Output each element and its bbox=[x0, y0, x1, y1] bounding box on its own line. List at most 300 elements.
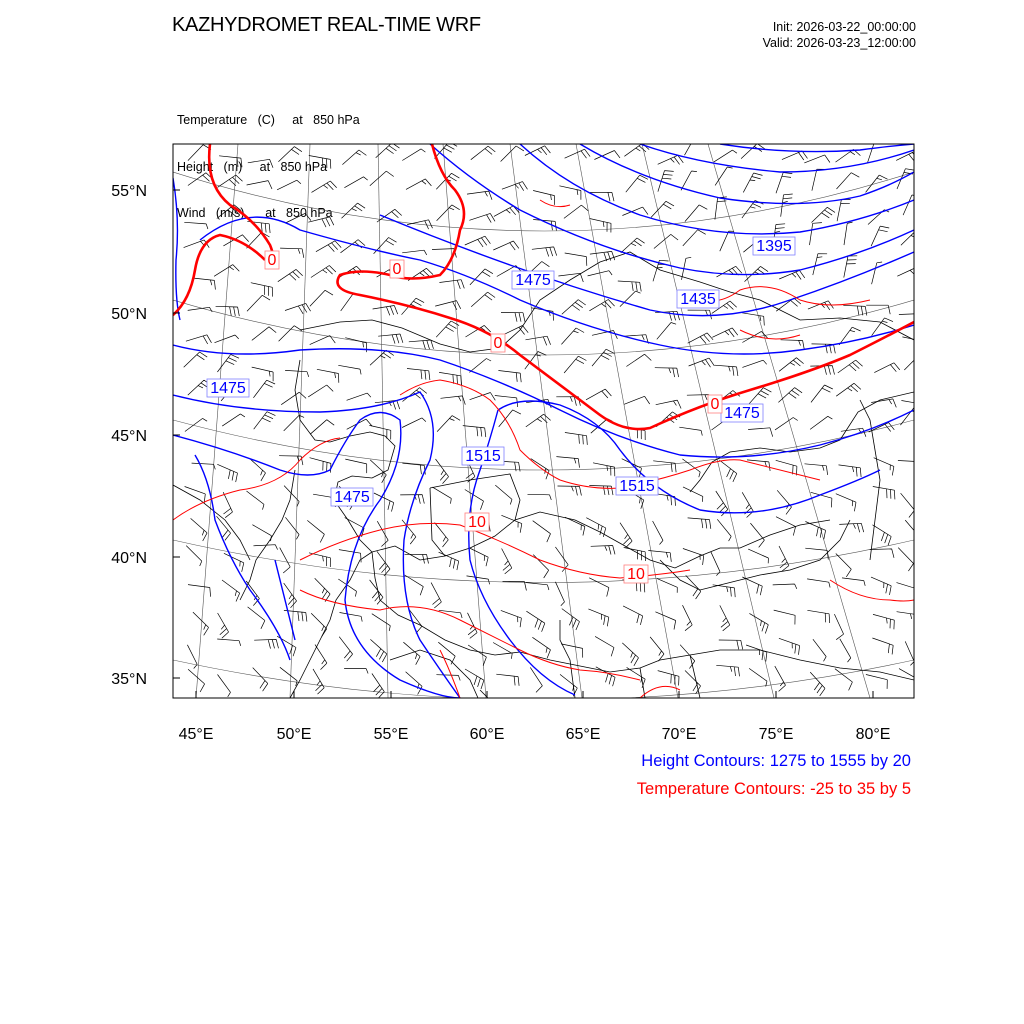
wind-barb bbox=[436, 321, 459, 337]
height-label-1395 bbox=[753, 237, 795, 255]
wind-barb bbox=[248, 159, 273, 168]
wind-barb bbox=[656, 400, 681, 408]
wind-barb bbox=[347, 393, 371, 400]
wind-barb bbox=[593, 463, 615, 477]
wind-barb bbox=[253, 545, 277, 550]
wind-barb bbox=[873, 614, 894, 629]
svg-text:0: 0 bbox=[710, 396, 720, 413]
wind-barb bbox=[874, 363, 900, 373]
wind-barb bbox=[720, 605, 730, 630]
svg-text:1475: 1475 bbox=[210, 380, 246, 397]
wind-barb bbox=[866, 675, 887, 689]
wind-barb bbox=[813, 639, 826, 661]
wind-barb bbox=[685, 205, 707, 222]
wind-barb bbox=[374, 238, 397, 254]
wind-barb bbox=[502, 549, 512, 574]
temp-label-10-east bbox=[624, 565, 648, 583]
wind-barb bbox=[776, 173, 792, 194]
wind-barb bbox=[253, 668, 268, 692]
field-wind: Wind (m/s) at 850 hPa bbox=[177, 206, 333, 220]
wind-barb bbox=[564, 356, 586, 373]
wind-barb bbox=[436, 459, 449, 484]
wind-barb bbox=[560, 674, 577, 696]
wind-barb bbox=[470, 393, 496, 401]
wind-barb bbox=[277, 180, 301, 190]
height-label-1475-south bbox=[331, 488, 373, 506]
lon-label-55: 55°E bbox=[373, 726, 409, 743]
lon-label-60: 60°E bbox=[469, 726, 505, 743]
lon-label-65: 65°E bbox=[565, 726, 601, 743]
wind-barb bbox=[776, 517, 796, 536]
wind-barb bbox=[839, 523, 863, 532]
wind-barb bbox=[781, 340, 805, 350]
wind-barb bbox=[564, 205, 589, 218]
wind-barb bbox=[432, 487, 451, 504]
wind-barb bbox=[685, 136, 705, 155]
wind-barb bbox=[499, 410, 521, 427]
wind-barb bbox=[898, 548, 913, 572]
svg-text:1475: 1475 bbox=[334, 489, 370, 506]
wind-barb bbox=[837, 173, 860, 189]
svg-text:1515: 1515 bbox=[619, 478, 655, 495]
wind-barb bbox=[495, 485, 512, 504]
wind-barb bbox=[715, 197, 727, 220]
wind-barb bbox=[370, 171, 394, 186]
wind-barb bbox=[247, 491, 265, 510]
wind-barb bbox=[624, 548, 646, 562]
wind-barb bbox=[653, 461, 676, 473]
wind-barb bbox=[217, 464, 237, 482]
wind-barb bbox=[280, 667, 297, 686]
wind-barb bbox=[526, 414, 551, 427]
wind-barb bbox=[742, 577, 762, 595]
wind-barb bbox=[218, 613, 229, 638]
wind-barb bbox=[810, 223, 822, 246]
wind-barb bbox=[188, 307, 213, 312]
wind-barb bbox=[749, 613, 768, 633]
wind-barb bbox=[807, 610, 829, 623]
svg-text:1435: 1435 bbox=[680, 291, 716, 308]
wind-barb bbox=[556, 457, 579, 468]
wind-barb bbox=[653, 521, 663, 545]
wind-barb bbox=[525, 146, 551, 156]
wind-barb bbox=[555, 547, 568, 572]
wind-barb bbox=[218, 175, 243, 187]
wind-barb bbox=[310, 290, 333, 306]
wind-barb bbox=[188, 173, 213, 186]
wind-barb bbox=[807, 579, 830, 588]
wind-barb bbox=[679, 427, 702, 435]
wind-barb bbox=[439, 610, 462, 618]
temp-label-0-n bbox=[390, 260, 404, 278]
wind-barb bbox=[217, 205, 241, 219]
wind-barb bbox=[688, 518, 711, 529]
wind-barb bbox=[559, 186, 581, 200]
wind-barb bbox=[804, 155, 830, 163]
temperature-contours bbox=[173, 144, 914, 698]
wind-barb bbox=[308, 385, 333, 397]
field-height: Height (m) at 850 hPa bbox=[177, 159, 328, 174]
wind-barb bbox=[897, 267, 923, 276]
wind-barb bbox=[278, 147, 302, 162]
wind-barb bbox=[720, 231, 734, 251]
wind-barb bbox=[463, 426, 486, 438]
wind-barb bbox=[836, 554, 852, 577]
wind-barb bbox=[465, 236, 491, 247]
wind-barb bbox=[565, 433, 587, 445]
wind-barb bbox=[308, 217, 334, 227]
wind-barb bbox=[779, 546, 789, 571]
wind-barb bbox=[748, 549, 768, 563]
svg-text:10: 10 bbox=[627, 566, 645, 583]
wind-barb bbox=[191, 518, 208, 541]
wind-barb bbox=[658, 155, 684, 164]
wind-barb bbox=[285, 517, 299, 539]
wind-barb bbox=[903, 195, 921, 215]
wind-barb bbox=[185, 418, 207, 431]
lat-label-50: 50°N bbox=[111, 306, 147, 323]
wind-barb bbox=[373, 306, 398, 316]
wind-barb bbox=[317, 369, 339, 382]
svg-text:1515: 1515 bbox=[465, 448, 501, 465]
wind-barb bbox=[842, 578, 865, 586]
wind-barb bbox=[285, 370, 309, 377]
wind-barb bbox=[590, 192, 614, 201]
wind-barb bbox=[309, 553, 330, 567]
wind-barb bbox=[589, 578, 609, 597]
wind-barb bbox=[687, 395, 711, 404]
wind-barb bbox=[493, 241, 519, 250]
wind-barb bbox=[719, 640, 743, 649]
wind-barb bbox=[626, 354, 651, 366]
wind-barb bbox=[501, 313, 525, 322]
wind-barb bbox=[778, 388, 802, 403]
init-time: Init: 2026-03-22_00:00:00 bbox=[772, 20, 916, 34]
wind-barb bbox=[811, 385, 833, 402]
wind-barb bbox=[749, 668, 767, 686]
wind-barb bbox=[441, 396, 466, 405]
wind-barb bbox=[340, 613, 363, 622]
wind-barb bbox=[431, 583, 441, 608]
temp-label-0-center bbox=[491, 334, 505, 352]
wind-barb bbox=[711, 552, 720, 576]
wind-barb bbox=[406, 179, 431, 190]
wind-barb bbox=[717, 519, 731, 541]
wind-barb bbox=[307, 520, 324, 542]
lat-label-45: 45°N bbox=[111, 428, 147, 445]
wind-barb bbox=[713, 585, 736, 597]
wind-barb bbox=[779, 358, 804, 372]
wind-barb bbox=[186, 546, 202, 566]
wind-barb bbox=[530, 667, 542, 692]
wind-barb bbox=[439, 280, 464, 289]
temp-label-0-east bbox=[708, 395, 722, 413]
wind-barb bbox=[344, 177, 367, 188]
wind-barb bbox=[836, 383, 861, 396]
wind-barb bbox=[561, 644, 583, 658]
wind-barb bbox=[253, 380, 275, 398]
wind-barb bbox=[315, 645, 327, 670]
lat-label-35: 35°N bbox=[111, 671, 147, 688]
wind-barb bbox=[688, 310, 712, 319]
wind-barb bbox=[338, 365, 361, 374]
wind-barb bbox=[471, 146, 496, 160]
wind-barb bbox=[748, 428, 773, 437]
wind-barb bbox=[715, 365, 738, 376]
wind-barb bbox=[712, 328, 738, 337]
wind-barb bbox=[899, 314, 923, 323]
wind-barb bbox=[565, 253, 587, 266]
wind-barb bbox=[532, 637, 550, 658]
wind-barb bbox=[689, 358, 715, 367]
wind-barb bbox=[219, 156, 242, 167]
wind-barb bbox=[312, 181, 337, 192]
wind-barb bbox=[716, 665, 739, 676]
wind-barb bbox=[344, 668, 368, 673]
wind-barb bbox=[252, 367, 273, 381]
latitude-labels bbox=[111, 183, 147, 688]
wind-barb bbox=[501, 610, 522, 627]
wind-barb bbox=[403, 642, 420, 665]
lon-label-45: 45°E bbox=[178, 726, 214, 743]
wind-barb bbox=[311, 613, 327, 636]
wind-barb bbox=[339, 550, 361, 563]
wind-barb bbox=[873, 525, 892, 545]
wind-barb bbox=[503, 581, 527, 590]
wind-barb bbox=[774, 610, 795, 624]
wind-barb bbox=[372, 614, 391, 631]
wind-barb bbox=[278, 269, 303, 281]
wind-barb bbox=[285, 303, 311, 313]
wind-barb bbox=[252, 525, 271, 541]
svg-text:0: 0 bbox=[493, 335, 503, 352]
wind-barb bbox=[618, 281, 641, 291]
wind-barb bbox=[345, 459, 366, 473]
wind-barb bbox=[686, 575, 701, 599]
wind-barb bbox=[437, 416, 460, 432]
wind-barb bbox=[688, 333, 713, 344]
wind-barb bbox=[622, 643, 638, 666]
wind-barb bbox=[777, 490, 791, 514]
wind-barb bbox=[532, 247, 557, 257]
map-title: KAZHYDROMET REAL-TIME WRF bbox=[172, 14, 481, 36]
wind-barb bbox=[591, 546, 615, 555]
wind-barb bbox=[834, 614, 843, 640]
wind-barb bbox=[873, 487, 895, 500]
wind-barb bbox=[188, 145, 211, 161]
height-label-1435 bbox=[677, 290, 719, 308]
wind-barb bbox=[217, 639, 241, 646]
wind-barb bbox=[465, 669, 484, 689]
wind-barb bbox=[279, 326, 302, 342]
wind-barb bbox=[247, 181, 272, 189]
wind-barb bbox=[775, 666, 786, 691]
wind-barb bbox=[741, 144, 765, 159]
valid-time: Valid: 2026-03-23_12:00:00 bbox=[762, 36, 916, 50]
wind-barb bbox=[685, 671, 701, 694]
wind-barb bbox=[657, 579, 677, 593]
wind-barb bbox=[526, 583, 549, 591]
svg-text:0: 0 bbox=[392, 261, 402, 278]
lon-label-70: 70°E bbox=[661, 726, 697, 743]
wind-barb bbox=[624, 396, 650, 404]
wind-barb bbox=[588, 609, 608, 626]
wind-barb bbox=[870, 549, 894, 558]
wind-barb bbox=[526, 336, 551, 345]
wind-barb bbox=[374, 493, 394, 512]
wind-barb bbox=[561, 328, 584, 344]
wind-barb bbox=[465, 490, 484, 510]
wind-barb bbox=[471, 292, 495, 307]
wind-barb bbox=[622, 207, 648, 215]
wind-barb bbox=[872, 262, 883, 284]
wind-barb bbox=[188, 585, 211, 597]
wind-barb bbox=[254, 639, 278, 648]
wind-barb bbox=[844, 222, 853, 245]
wind-barb bbox=[835, 669, 853, 691]
wind-barb bbox=[498, 371, 521, 383]
wind-barb bbox=[838, 360, 863, 373]
wind-barb bbox=[810, 416, 832, 429]
wind-barb bbox=[683, 230, 706, 246]
wind-barb bbox=[439, 372, 461, 385]
wind-barb bbox=[901, 493, 915, 517]
wind-barb bbox=[342, 203, 366, 218]
wind-barb bbox=[469, 213, 495, 222]
wind-barb bbox=[742, 492, 753, 517]
wind-barb bbox=[805, 464, 828, 475]
wind-barb bbox=[469, 359, 491, 373]
wind-barb bbox=[402, 250, 427, 255]
wind-barb bbox=[467, 191, 492, 200]
wind-barb bbox=[623, 606, 643, 625]
wind-barb bbox=[810, 672, 825, 696]
height-label-1475-north bbox=[512, 271, 554, 289]
wind-barb bbox=[773, 584, 797, 589]
wind-barb bbox=[254, 412, 276, 430]
wind-barb bbox=[592, 349, 614, 366]
wind-barb bbox=[775, 418, 798, 430]
wind-barb bbox=[626, 175, 648, 192]
temperature-contour-labels bbox=[265, 251, 722, 583]
wind-barb bbox=[897, 612, 919, 624]
lat-label-40: 40°N bbox=[111, 550, 147, 567]
wind-barb bbox=[742, 313, 764, 326]
wind-barb bbox=[589, 300, 614, 311]
wind-barb bbox=[657, 323, 676, 340]
wind-barb bbox=[904, 354, 927, 370]
wind-barb bbox=[562, 300, 586, 315]
wind-barb bbox=[313, 669, 324, 694]
wind-barb bbox=[223, 492, 232, 518]
wind-barb bbox=[281, 392, 306, 405]
wind-barb bbox=[402, 463, 425, 475]
wind-barb bbox=[185, 487, 206, 504]
wind-barb bbox=[812, 207, 836, 222]
wind-barb bbox=[378, 334, 403, 344]
wind-barb bbox=[188, 669, 205, 692]
wind-barb bbox=[898, 461, 922, 471]
wind-barb bbox=[377, 551, 390, 576]
wind-barb bbox=[247, 295, 270, 311]
wind-barb bbox=[222, 414, 245, 426]
wind-barb bbox=[252, 327, 276, 341]
wind-barb bbox=[468, 645, 486, 666]
svg-text:1475: 1475 bbox=[515, 272, 551, 289]
wind-barb bbox=[714, 150, 737, 162]
wind-barb bbox=[781, 194, 793, 217]
height-label-1515-east bbox=[616, 477, 658, 495]
wind-barb bbox=[839, 465, 862, 477]
wind-barb bbox=[496, 674, 519, 686]
height-label-1515-center bbox=[462, 447, 504, 465]
wind-barb bbox=[192, 463, 216, 469]
wind-barb bbox=[280, 548, 291, 573]
svg-text:10: 10 bbox=[468, 514, 486, 531]
wind-barb bbox=[315, 578, 330, 602]
svg-text:1475: 1475 bbox=[724, 405, 760, 422]
wind-barb bbox=[837, 199, 851, 221]
wind-barb bbox=[622, 459, 642, 478]
wind-barb bbox=[372, 674, 384, 699]
wind-barb bbox=[528, 494, 552, 500]
wind-barb bbox=[214, 265, 239, 277]
wind-barbs bbox=[184, 136, 928, 698]
height-contours bbox=[173, 144, 914, 698]
wind-barb bbox=[621, 238, 645, 253]
wind-barb bbox=[309, 156, 331, 169]
wind-barb bbox=[746, 645, 767, 661]
wind-barb bbox=[590, 219, 612, 233]
wind-barb bbox=[311, 266, 336, 278]
wind-barb bbox=[840, 639, 851, 662]
wind-barb bbox=[277, 636, 296, 656]
wind-barb bbox=[866, 305, 890, 314]
wind-barb bbox=[901, 230, 925, 245]
wind-barb bbox=[595, 636, 614, 656]
wind-barb bbox=[222, 580, 240, 602]
lon-label-75: 75°E bbox=[758, 726, 794, 743]
wind-barb bbox=[310, 420, 334, 435]
wind-barb bbox=[501, 515, 521, 532]
wind-barb bbox=[284, 415, 304, 431]
wind-barb bbox=[376, 143, 400, 158]
lon-label-50: 50°E bbox=[276, 726, 312, 743]
longitude-labels bbox=[179, 726, 891, 743]
wind-barb bbox=[184, 222, 208, 229]
wind-barb bbox=[339, 637, 352, 662]
height-contour-legend: Height Contours: 1275 to 1555 by 20 bbox=[641, 752, 911, 770]
wind-barb bbox=[871, 577, 891, 595]
wind-barb bbox=[215, 335, 239, 343]
wind-barb bbox=[681, 171, 697, 190]
wind-barb bbox=[836, 494, 856, 512]
wind-barb bbox=[558, 486, 582, 496]
wind-barb bbox=[868, 210, 889, 225]
wind-barb bbox=[466, 325, 491, 337]
wind-barb bbox=[316, 241, 341, 252]
wind-barb bbox=[750, 523, 764, 547]
graticule bbox=[173, 144, 914, 700]
wind-barb bbox=[782, 151, 808, 160]
lat-label-55: 55°N bbox=[111, 183, 147, 200]
svg-text:0: 0 bbox=[267, 252, 277, 269]
wind-barb bbox=[251, 283, 273, 297]
wind-barb bbox=[526, 611, 544, 632]
wind-barb bbox=[590, 251, 615, 261]
temp-label-10-center bbox=[465, 513, 489, 531]
wind-barb bbox=[218, 675, 231, 697]
